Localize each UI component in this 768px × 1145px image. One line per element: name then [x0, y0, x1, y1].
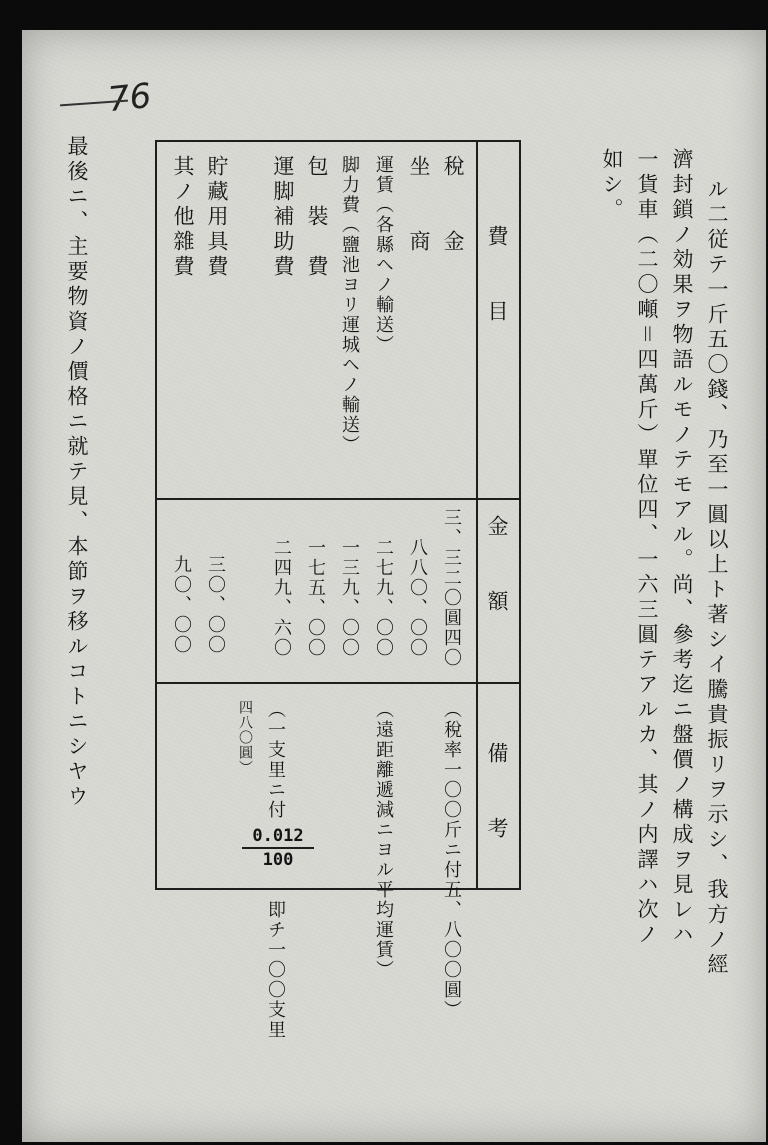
amount-storage: 三〇、〇〇	[205, 555, 226, 655]
fraction-denominator: 100	[262, 850, 294, 870]
amount-transport-subsidy: 二四九、六〇	[271, 538, 292, 658]
amount-packing: 一七五、〇〇	[305, 538, 326, 658]
item-freight: 運賃（各縣ヘノ輸送）	[373, 155, 394, 355]
closing-line: 最後ニ、主要物資ノ價格ニ就テ見、本節ヲ移ルコトニシヤウ	[65, 135, 89, 810]
header-amount: 金 額	[485, 515, 509, 615]
remark-transport-subsidy-total: 四八〇圓）	[237, 700, 253, 775]
item-transport-subsidy: 運脚補助費	[271, 155, 295, 280]
table-divider-item-amount	[155, 498, 521, 500]
page-number: 76	[106, 75, 154, 121]
table-left-border	[155, 140, 157, 890]
remark-transport-subsidy-tail: 即チ一〇〇支里	[265, 900, 286, 1040]
fraction-bar	[242, 847, 314, 849]
amount-porterage: 一三九、〇〇	[339, 538, 360, 658]
table-header-separator	[476, 140, 478, 890]
table-divider-amount-remark	[155, 682, 521, 684]
table-right-border	[519, 140, 521, 890]
table-top-border	[155, 140, 521, 142]
intro-line-1: ル二従テ一斤五〇錢、乃至一圓以上ト著シイ騰貴振リヲ示シ、我方ノ經	[705, 178, 729, 978]
item-packing: 包 裝 費	[305, 155, 329, 280]
remark-freight: （遠距離遞減ニヨル平均運賃）	[373, 700, 394, 980]
item-tax: 稅 金	[441, 155, 465, 255]
remark-transport-subsidy: （一支里ニ付	[265, 700, 286, 820]
amount-merchant: 八八〇、〇〇	[407, 538, 428, 658]
table-bottom-border	[155, 888, 521, 890]
item-storage: 貯藏用具費	[205, 155, 229, 280]
item-merchant: 坐 商	[407, 155, 431, 255]
intro-line-2: 濟封鎖ノ効果ヲ物語ルモノテモアル。尚、參考迄ニ盤價ノ構成ヲ見レハ	[670, 148, 694, 948]
intro-line-4: 如シ。	[600, 148, 624, 223]
remark-tax: （稅率一〇〇斤ニ付五、八〇〇圓）	[441, 700, 462, 1020]
item-misc: 其ノ他雜費	[171, 155, 195, 280]
header-item: 費 目	[485, 225, 509, 325]
amount-freight: 二七九、〇〇	[373, 538, 394, 658]
fraction-numerator: 0.012	[252, 826, 304, 846]
remark-fraction	[238, 826, 318, 870]
intro-line-3: 一貨車（二〇噸＝四萬斤）單位四、一六三圓テアルカ、其ノ内譯ハ次ノ	[635, 148, 659, 948]
amount-tax: 三、三二〇圓四〇	[441, 508, 462, 668]
header-remarks: 備 考	[485, 742, 509, 842]
amount-misc: 九〇、〇〇	[171, 555, 192, 655]
item-porterage: 脚力費（鹽池ヨリ運城ヘノ輸送）	[339, 155, 360, 455]
